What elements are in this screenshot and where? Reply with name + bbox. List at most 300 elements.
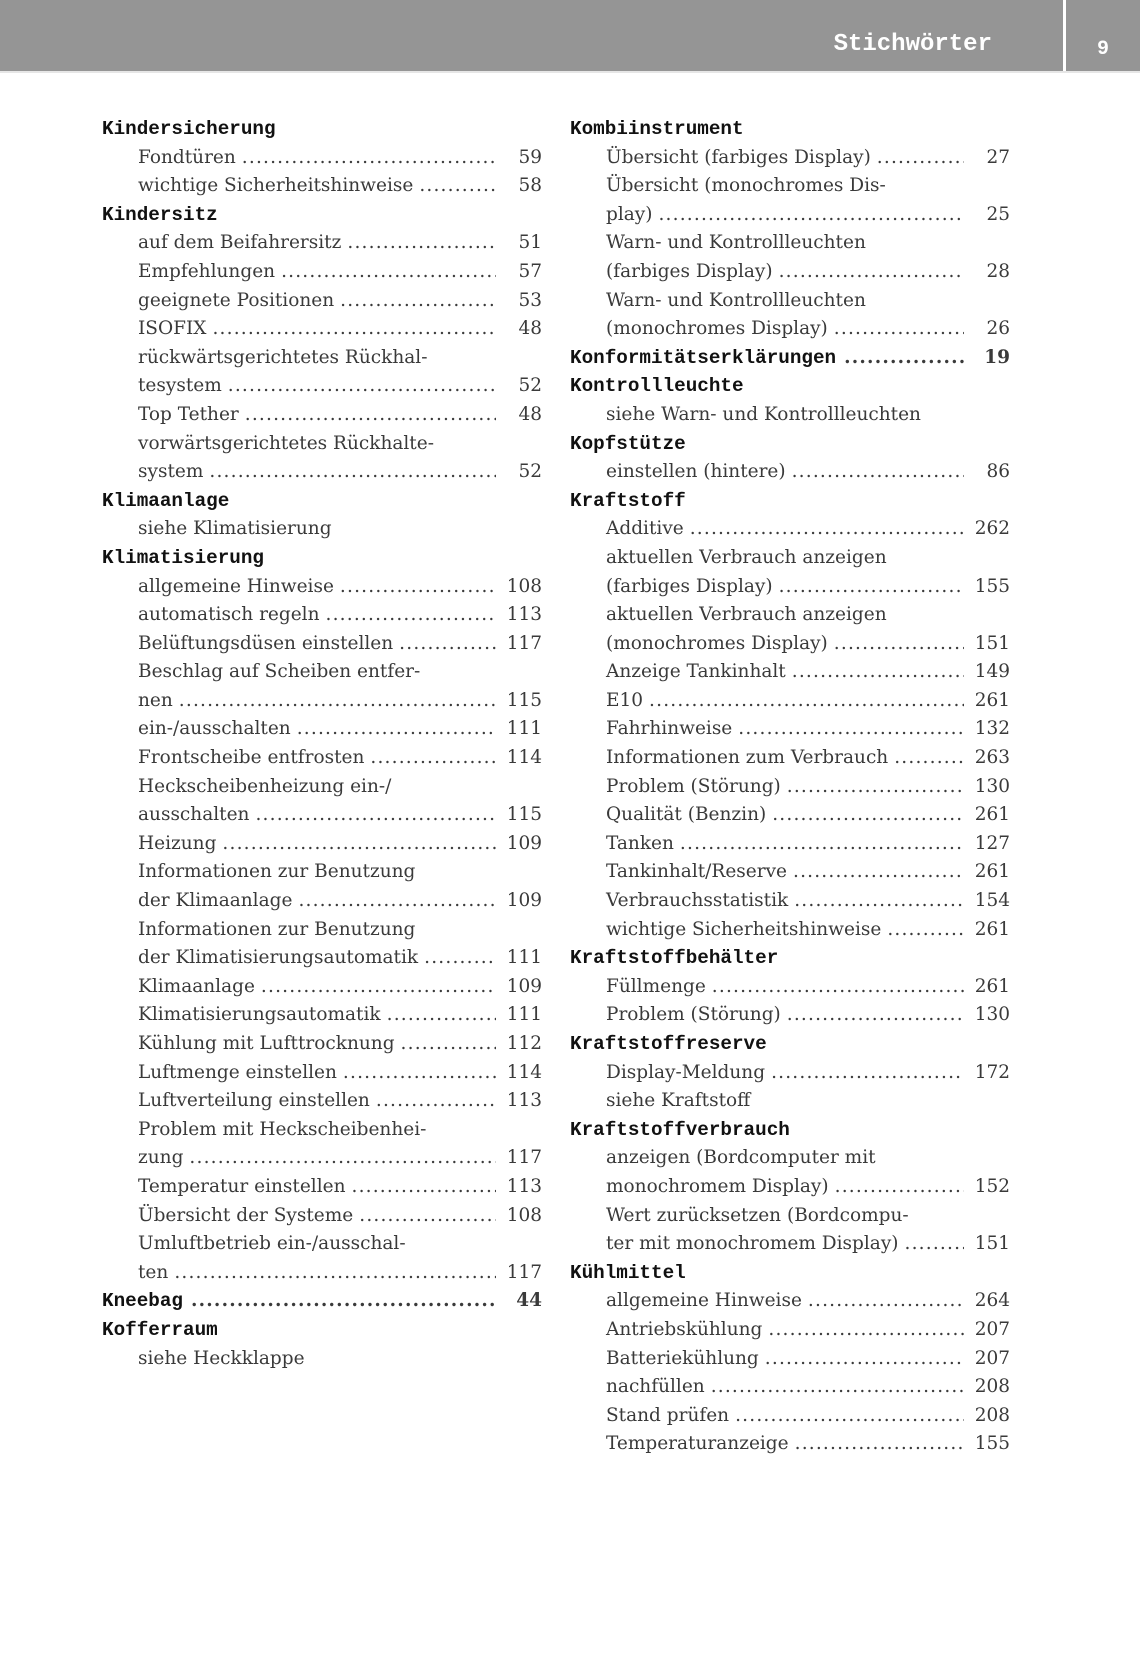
dot-leader: [835, 1173, 964, 1202]
dot-leader: [711, 1373, 964, 1402]
entry-label: Temperatur einstellen: [138, 1175, 346, 1197]
entry-label: vorwärtsgerichtetes Rückhalte-: [138, 432, 434, 454]
dot-leader: [419, 172, 496, 201]
page-reference: 53: [518, 289, 542, 311]
entry-label: Heizung: [138, 832, 217, 854]
index-subentry: [102, 944, 542, 973]
index-subentry: [570, 830, 1010, 859]
dot-leader: [245, 401, 496, 430]
dot-leader: [347, 229, 496, 258]
page-reference: 48: [518, 318, 542, 340]
index-subentry: [102, 1059, 542, 1088]
entry-label: nachfüllen: [606, 1376, 705, 1398]
entry-label: Problem (Störung): [606, 775, 781, 797]
entry-label: siehe Warn- und Kontrollleuchten: [606, 403, 921, 425]
page-reference: 117: [506, 632, 542, 654]
entry-label: auf dem Beifahrersitz: [138, 232, 342, 254]
index-subentry: [102, 515, 542, 544]
page-reference: 207: [974, 1318, 1010, 1340]
index-column-right: [570, 115, 1010, 1459]
dot-leader: [424, 944, 496, 973]
dot-leader: [735, 1402, 964, 1431]
page-reference: 59: [518, 146, 542, 168]
page-reference: 109: [506, 975, 542, 997]
dot-leader: [242, 144, 496, 173]
index-subentry: [102, 573, 542, 602]
index-subentry: [102, 1259, 542, 1288]
dot-leader: [298, 887, 496, 916]
index-subentry: [102, 601, 542, 630]
index-subentry: [570, 1230, 1010, 1259]
page-reference: 109: [506, 832, 542, 854]
page-reference: 264: [974, 1290, 1010, 1312]
page-reference: 261: [974, 918, 1010, 940]
entry-label: Qualität (Benzin): [606, 804, 767, 826]
entry-label: tesystem: [138, 375, 222, 397]
index-subentry: [102, 344, 542, 373]
dot-leader: [387, 1001, 496, 1030]
index-subentry: [570, 973, 1010, 1002]
dot-leader: [191, 1287, 496, 1316]
page-header: [0, 0, 1142, 73]
index-subentry: [570, 573, 1010, 602]
page-reference: 114: [506, 747, 542, 769]
index-subentry: [570, 172, 1010, 201]
page-reference: 108: [506, 575, 542, 597]
entry-label: aktuellen Verbrauch anzeigen: [606, 604, 887, 626]
index-subentry: [570, 315, 1010, 344]
index-subentry: [570, 858, 1010, 887]
entry-label: Tanken: [606, 832, 674, 854]
entry-label: Kneebag: [102, 1290, 183, 1313]
index-subentry: [102, 887, 542, 916]
page-reference: 151: [974, 632, 1010, 654]
entry-label: ter mit monochromem Display): [606, 1233, 899, 1255]
index-subentry: [570, 744, 1010, 773]
entry-label: Kombiinstrument: [570, 118, 744, 140]
index-subentry: [102, 630, 542, 659]
page-reference: 130: [974, 1004, 1010, 1026]
entry-label: Warn- und Kontrollleuchten: [606, 232, 866, 254]
entry-label: Luftverteilung einstellen: [138, 1090, 370, 1112]
page-reference: 113: [506, 1090, 542, 1112]
index-heading: [102, 1316, 542, 1345]
page-reference: 111: [506, 1004, 542, 1026]
index-subentry: [102, 172, 542, 201]
index-subentry: [102, 1144, 542, 1173]
entry-label: Kraftstoffverbrauch: [570, 1118, 790, 1141]
dot-leader: [787, 1001, 964, 1030]
page-reference: 114: [506, 1061, 542, 1083]
index-column-left: [102, 115, 542, 1373]
page-reference: 112: [506, 1033, 542, 1054]
entry-label: Heckscheibenheizung ein-/: [138, 775, 392, 797]
page-reference: 149: [974, 661, 1010, 683]
entry-label: rückwärtsgerichtetes Rückhal-: [138, 346, 428, 368]
entry-label: Klimaanlage: [102, 489, 230, 512]
entry-label: play): [606, 203, 653, 225]
index-heading: [102, 487, 542, 516]
entry-label: Empfehlungen: [138, 260, 276, 282]
dot-leader: [793, 858, 964, 887]
dot-leader: [794, 887, 964, 916]
index-subentry: [570, 1402, 1010, 1431]
index-subentry: [102, 687, 542, 716]
entry-label: Wert zurücksetzen (Bordcompu-: [606, 1204, 909, 1226]
page-reference: 130: [974, 775, 1010, 797]
index-subentry: [102, 916, 542, 945]
entry-label: Problem mit Heckscheibenhei-: [138, 1118, 427, 1140]
dot-leader: [779, 258, 964, 287]
index-subentry: [570, 144, 1010, 173]
index-subentry: [102, 287, 542, 316]
entry-label: siehe Kraftstoff: [606, 1090, 751, 1112]
entry-label: wichtige Sicherheitshinweise: [606, 918, 882, 940]
index-subentry: [570, 229, 1010, 258]
dot-leader: [351, 1173, 496, 1202]
page-reference: 261: [974, 689, 1010, 711]
index-subentry: [570, 801, 1010, 830]
page-reference: 25: [986, 203, 1010, 225]
page-reference: 111: [506, 947, 542, 969]
index-subentry: [570, 458, 1010, 487]
index-subentry: [102, 773, 542, 802]
index-heading: [570, 1259, 1010, 1288]
index-subentry: [102, 1116, 542, 1145]
entry-label: allgemeine Hinweise: [138, 575, 334, 597]
index-subentry: [570, 1173, 1010, 1202]
entry-label: Stand prüfen: [606, 1404, 730, 1426]
entry-label: Kopfstütze: [570, 432, 686, 455]
dot-leader: [765, 1345, 964, 1374]
index-subentry: [102, 1202, 542, 1231]
index-subentry: [102, 658, 542, 687]
index-heading: [570, 430, 1010, 459]
dot-leader: [771, 1059, 964, 1088]
entry-label: Informationen zum Verbrauch: [606, 747, 889, 769]
entry-label: Additive: [606, 518, 684, 540]
dot-leader: [834, 630, 964, 659]
entry-label: der Klimaanlage: [138, 890, 293, 912]
index-subentry: [570, 1144, 1010, 1173]
index-subentry: [570, 658, 1010, 687]
index-subentry: [570, 687, 1010, 716]
entry-label: Kühlung mit Lufttrocknung: [138, 1033, 395, 1054]
page-reference: 109: [506, 890, 542, 912]
index-subentry: [570, 1345, 1010, 1374]
page-reference: 208: [974, 1376, 1010, 1398]
entry-label: Verbrauchsstatistik: [606, 890, 789, 912]
index-subentry: [102, 401, 542, 430]
index-subentry: [102, 430, 542, 459]
dot-leader: [399, 630, 496, 659]
index-subentry: [570, 1430, 1010, 1459]
entry-label: Kontrollleuchte: [570, 375, 744, 398]
page-reference: 113: [506, 604, 542, 626]
page-reference: 207: [974, 1347, 1010, 1369]
index-heading: [102, 115, 542, 144]
page-reference: 151: [974, 1233, 1010, 1255]
entry-label: allgemeine Hinweise: [606, 1290, 802, 1312]
entry-label: Klimaanlage: [138, 975, 255, 997]
dot-leader: [905, 1230, 965, 1259]
entry-label: Klimatisierungsautomatik: [138, 1004, 381, 1026]
page-reference: 113: [506, 1175, 542, 1197]
index-subentry: [102, 315, 542, 344]
page-reference: 117: [506, 1147, 542, 1169]
index-subentry: [570, 715, 1010, 744]
entry-label: Kofferraum: [102, 1318, 218, 1341]
entry-label: Füllmenge: [606, 975, 706, 997]
dot-leader: [877, 144, 964, 173]
entry-label: Informationen zur Benutzung: [138, 918, 416, 940]
index-heading: [102, 544, 542, 573]
page-reference: 155: [974, 1433, 1010, 1455]
page-reference: 51: [518, 232, 542, 254]
entry-label: automatisch regeln: [138, 604, 320, 626]
index-subentry: [102, 973, 542, 1002]
dot-leader: [228, 372, 496, 401]
index-heading: [570, 1116, 1010, 1145]
page-reference: 44: [516, 1290, 542, 1312]
page-reference: 52: [518, 461, 542, 483]
entry-label: Display-Meldung: [606, 1061, 766, 1083]
dot-leader: [792, 658, 964, 687]
index-subentry: [102, 372, 542, 401]
index-heading: [570, 944, 1010, 973]
page-reference: 261: [974, 861, 1010, 883]
entry-label: Kraftstoff: [570, 489, 686, 512]
page-reference: 117: [506, 1261, 542, 1283]
index-subentry: [570, 1059, 1010, 1088]
dot-leader: [401, 1030, 496, 1059]
index-heading: [570, 1030, 1010, 1059]
entry-label: Warn- und Kontrollleuchten: [606, 289, 866, 311]
index-subentry: [570, 773, 1010, 802]
entry-label: Kühlmittel: [570, 1261, 686, 1284]
index-heading: [102, 201, 542, 230]
entry-label: aktuellen Verbrauch anzeigen: [606, 546, 887, 568]
index-subentry: [102, 458, 542, 487]
entry-label: geeignete Positionen: [138, 289, 335, 311]
entry-label: einstellen (hintere): [606, 461, 786, 483]
entry-label: E10: [606, 689, 644, 711]
page-reference: 208: [974, 1404, 1010, 1426]
page-reference: 262: [974, 518, 1010, 540]
entry-label: wichtige Sicherheitshinweise: [138, 175, 414, 197]
page-reference: 263: [974, 747, 1010, 769]
entry-label: Informationen zur Benutzung: [138, 861, 416, 883]
page-reference: 57: [518, 260, 542, 282]
entry-label: Kraftstoffreserve: [570, 1033, 767, 1055]
dot-leader: [779, 573, 964, 602]
entry-label: nen: [138, 689, 173, 711]
index-subentry: [570, 887, 1010, 916]
dot-leader: [887, 916, 964, 945]
entry-label: Top Tether: [138, 403, 239, 425]
index-subentry: [570, 1001, 1010, 1030]
entry-label: Übersicht der Systeme: [138, 1204, 354, 1226]
dot-leader: [738, 715, 964, 744]
index-subentry: [570, 258, 1010, 287]
dot-leader: [680, 830, 964, 859]
index-subentry: [570, 1316, 1010, 1345]
page-number-box: [1066, 0, 1140, 71]
page-reference: 261: [974, 804, 1010, 826]
dot-leader: [359, 1202, 496, 1231]
index-subentry: [570, 1287, 1010, 1316]
entry-label: Tankinhalt/Reserve: [606, 861, 787, 883]
dot-leader: [297, 715, 496, 744]
page-reference: 154: [974, 890, 1010, 912]
entry-label: siehe Klimatisierung: [138, 518, 332, 540]
index-subentry: [570, 401, 1010, 430]
page-reference: 155: [974, 575, 1010, 597]
index-subentry: [102, 1030, 542, 1059]
index-subentry: [102, 858, 542, 887]
index-subentry: [570, 201, 1010, 230]
dot-leader: [772, 801, 964, 830]
entry-label: Batteriekühlung: [606, 1347, 759, 1369]
index-subentry: [102, 229, 542, 258]
index-heading: [570, 372, 1010, 401]
dot-leader: [212, 315, 496, 344]
index-subentry: [102, 144, 542, 173]
dot-leader: [792, 458, 964, 487]
page-reference: 132: [974, 718, 1010, 740]
entry-label: Antriebskühlung: [606, 1318, 763, 1340]
page-reference: 28: [986, 260, 1010, 282]
index-heading: [570, 487, 1010, 516]
index-subentry: [102, 258, 542, 287]
section-title: Stichwörter: [833, 31, 992, 58]
index-subentry: [102, 744, 542, 773]
entry-label: Temperaturanzeige: [606, 1433, 789, 1455]
entry-label: Übersicht (farbiges Display): [606, 146, 871, 168]
dot-leader: [179, 687, 496, 716]
page-reference: 172: [974, 1061, 1010, 1083]
entry-label: Konformitätserklärungen: [570, 346, 837, 369]
entry-label: der Klimatisierungsautomatik: [138, 947, 419, 969]
entry-label: Frontscheibe entfrosten: [138, 747, 365, 769]
index-subentry: [102, 1345, 542, 1374]
dot-leader: [834, 315, 964, 344]
dot-leader: [795, 1430, 964, 1459]
entry-label: system: [138, 461, 204, 483]
index-heading: [102, 1287, 542, 1316]
entry-label: (farbiges Display): [606, 575, 773, 597]
entry-label: Fondtüren: [138, 146, 236, 168]
index-subentry: [570, 630, 1010, 659]
entry-label: Kindersicherung: [102, 118, 276, 140]
dot-leader: [712, 973, 964, 1002]
page-reference: 48: [518, 403, 542, 425]
dot-leader: [174, 1259, 496, 1288]
dot-leader: [281, 258, 496, 287]
index-subentry: [570, 287, 1010, 316]
entry-label: (farbiges Display): [606, 260, 773, 282]
dot-leader: [844, 344, 964, 373]
dot-leader: [808, 1287, 964, 1316]
entry-label: zung: [138, 1147, 184, 1169]
entry-label: Problem (Störung): [606, 1004, 781, 1026]
index-heading: [570, 344, 1010, 373]
index-subentry: [102, 1230, 542, 1259]
entry-label: Anzeige Tankinhalt: [606, 661, 786, 683]
page-reference: 27: [986, 146, 1010, 168]
dot-leader: [370, 744, 496, 773]
page-reference: 152: [974, 1175, 1010, 1197]
page-reference: 58: [518, 175, 542, 197]
page-reference: 108: [506, 1204, 542, 1226]
dot-leader: [340, 287, 496, 316]
entry-label: (monochromes Display): [606, 632, 828, 654]
entry-label: ISOFIX: [138, 318, 207, 340]
page-reference: 52: [518, 375, 542, 397]
dot-leader: [768, 1316, 964, 1345]
dot-leader: [649, 687, 964, 716]
page-reference: 127: [974, 832, 1010, 854]
index-subentry: [102, 1173, 542, 1202]
dot-leader: [209, 458, 496, 487]
dot-leader: [787, 773, 964, 802]
dot-leader: [690, 515, 964, 544]
index-subentry: [102, 801, 542, 830]
entry-label: Luftmenge einstellen: [138, 1061, 337, 1083]
index-subentry: [102, 1001, 542, 1030]
entry-label: ein-/ausschalten: [138, 718, 291, 740]
entry-label: Übersicht (monochromes Dis-: [606, 175, 886, 197]
dot-leader: [222, 830, 496, 859]
entry-label: Klimatisierung: [102, 546, 264, 569]
index-subentry: [570, 916, 1010, 945]
page-reference: 26: [986, 318, 1010, 340]
index-subentry: [102, 1087, 542, 1116]
dot-leader: [261, 973, 496, 1002]
page-reference: 115: [506, 689, 542, 711]
dot-leader: [894, 744, 964, 773]
page-number: 9: [1096, 38, 1109, 61]
index-subentry: [102, 830, 542, 859]
dot-leader: [340, 573, 496, 602]
dot-leader: [189, 1144, 496, 1173]
index-subentry: [570, 515, 1010, 544]
dot-leader: [255, 801, 496, 830]
index-subentry: [570, 601, 1010, 630]
entry-label: Umluftbetrieb ein-/ausschal-: [138, 1233, 406, 1255]
entry-label: Fahrhinweise: [606, 718, 733, 740]
dot-leader: [658, 201, 964, 230]
index-heading: [570, 115, 1010, 144]
entry-label: ten: [138, 1261, 169, 1283]
entry-label: (monochromes Display): [606, 318, 828, 340]
page-reference: 86: [986, 461, 1010, 483]
dot-leader: [343, 1059, 496, 1088]
index-subentry: [570, 1087, 1010, 1116]
entry-label: siehe Heckklappe: [138, 1347, 305, 1369]
entry-label: monochromem Display): [606, 1175, 829, 1197]
page-reference: 115: [506, 804, 542, 826]
entry-label: Belüftungsdüsen einstellen: [138, 632, 394, 654]
dot-leader: [326, 601, 496, 630]
page-reference: 261: [974, 975, 1010, 997]
entry-label: Kindersitz: [102, 203, 218, 226]
entry-label: anzeigen (Bordcomputer mit: [606, 1147, 876, 1169]
entry-label: Kraftstoffbehälter: [570, 947, 779, 970]
index-subentry: [570, 1373, 1010, 1402]
index-subentry: [102, 715, 542, 744]
dot-leader: [376, 1087, 496, 1116]
